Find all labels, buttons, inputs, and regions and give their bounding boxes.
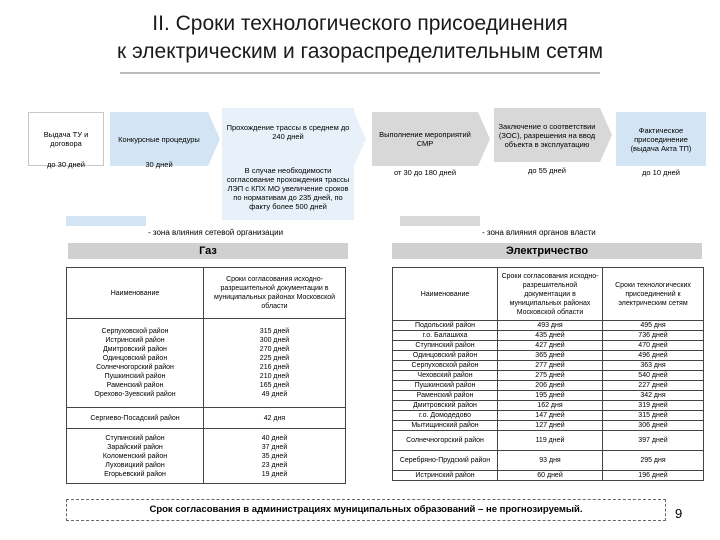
gas-term-value: 42 дня [204, 408, 346, 429]
electric-col-tp: Сроки технологических присоединений к электрическим сетям [603, 268, 704, 321]
electric-cell-name: Одинцовский район [393, 351, 498, 361]
electric-cell-name: Солнечногорский район [393, 431, 498, 451]
step-construction-label: Выполнение мероприятий СМР [379, 130, 471, 148]
electric-table-row [393, 421, 704, 431]
electric-cell-term: 127 дней [498, 421, 603, 431]
gas-district-name: Сергиево-Посадский район [67, 408, 204, 429]
electric-col-term: Сроки согласования исходно-разрешительной документации в муниципальных районах Московской области [498, 268, 603, 321]
step-construction-duration: от 30 до 180 дней [393, 168, 457, 177]
electric-cell-tp: 342 дня [603, 391, 704, 401]
electric-cell-tp: 295 дня [603, 451, 704, 471]
electric-cell-tp: 196 дней [603, 471, 704, 481]
slide-title [0, 10, 720, 66]
electric-table-row [393, 341, 704, 351]
gas-district-name: Коломенский район [102, 452, 168, 460]
legend-authority-text: - зона влияния органов власти [482, 228, 596, 237]
step-construction [372, 112, 478, 166]
gas-term-value: 300 дней [259, 337, 290, 344]
legend-network-text: - зона влияния сетевой организации [148, 228, 284, 237]
step-connection-duration: до 10 дней [642, 168, 680, 177]
gas-term-value: 23 дней [261, 461, 288, 469]
gas-table-header-row [67, 268, 346, 319]
gas-district-name: Егорьевский район [104, 470, 166, 478]
step-route-label: Прохождение трассы в среднем до 240 дней [226, 123, 350, 141]
electric-cell-term: 60 дней [498, 471, 603, 481]
electric-table-row [393, 381, 704, 391]
electric-cell-name: Ступинский район [393, 341, 498, 351]
step-permits-label: Заключение о соответствии (ЗОС), разрешения на ввод объекта в эксплуатацию [498, 121, 596, 149]
electric-cell-term: 206 дней [498, 381, 603, 391]
electric-table-row [393, 361, 704, 371]
electric-table-row [393, 431, 704, 451]
step-issue-tu [28, 112, 104, 166]
electric-table-row [393, 451, 704, 471]
gas-district-name: Дмитровский район [103, 346, 167, 353]
electric-table-row [393, 321, 704, 331]
electric-cell-term: 493 дня [498, 321, 603, 331]
electric-table-row [393, 411, 704, 421]
gas-col-name: Наименование [67, 268, 204, 319]
electric-cell-name: Серпуховской район [393, 361, 498, 371]
step-issue-tu-label: Выдача ТУ и договора [43, 130, 89, 148]
step-route [222, 108, 354, 156]
step-connection [616, 112, 706, 166]
electric-cell-term: 427 дней [498, 341, 603, 351]
step-permits-arrow [600, 108, 612, 162]
footer-note: Срок согласования в администрациях муниципальных образований – не прогнозируемый. [66, 499, 666, 521]
electric-cell-name: Истринский район [393, 471, 498, 481]
gas-district-name: Зарайский район [107, 443, 163, 451]
electric-cell-tp: 495 дня [603, 321, 704, 331]
electric-cell-tp: 496 дней [603, 351, 704, 361]
gas-group-1-names [67, 319, 204, 408]
gas-term-value: 37 дней [261, 443, 288, 451]
gas-district-name: Солнечногорский район [96, 364, 174, 371]
gas-group-row [67, 429, 346, 484]
gas-group-row [67, 319, 346, 408]
legend-network-swatch [66, 216, 146, 226]
title-divider [120, 72, 600, 74]
electric-cell-tp: 306 дней [603, 421, 704, 431]
slide-title-line1: II. Сроки технологического присоединения [152, 12, 568, 35]
electric-table-row [393, 471, 704, 481]
gas-term-value: 225 дней [259, 355, 290, 362]
step-issue-tu-duration: до 30 дней [47, 160, 85, 169]
step-tender-arrow [208, 112, 220, 166]
electric-header: Электричество [392, 243, 702, 259]
page-number: 9 [675, 506, 683, 521]
gas-district-name: Истринский район [105, 337, 165, 344]
electric-table-row [393, 371, 704, 381]
step-construction-arrow [478, 112, 490, 166]
electric-cell-term: 119 дней [498, 431, 603, 451]
electric-cell-term: 162 дня [498, 401, 603, 411]
electric-cell-term: 277 дней [498, 361, 603, 371]
gas-district-name: Ступинский район [105, 434, 165, 442]
gas-term-value: 40 дней [261, 434, 288, 442]
electric-cell-name: Раменский район [393, 391, 498, 401]
electric-cell-term: 365 дней [498, 351, 603, 361]
gas-group-row [67, 408, 346, 429]
gas-group-3-terms [204, 429, 346, 484]
gas-header: Газ [68, 243, 348, 259]
step-tender-label: Конкурсные процедуры [118, 134, 200, 144]
electric-table-row [393, 331, 704, 341]
gas-term-value: 49 дней [261, 391, 288, 398]
electric-table-row [393, 391, 704, 401]
electric-cell-name: Чеховский район [393, 371, 498, 381]
electric-col-name: Наименование [393, 268, 498, 321]
electric-cell-name: Дмитровский район [393, 401, 498, 411]
electric-cell-name: Серебряно-Прудский район [393, 451, 498, 471]
gas-term-value: 210 дней [259, 373, 290, 380]
electric-cell-term: 195 дней [498, 391, 603, 401]
gas-district-name: Одинцовский район [102, 355, 168, 362]
electric-cell-tp: 470 дней [603, 341, 704, 351]
step-permits [494, 108, 600, 162]
electric-cell-tp: 736 дней [603, 331, 704, 341]
electric-cell-term: 147 дней [498, 411, 603, 421]
step-route-detail [222, 156, 354, 220]
legend-authority-swatch [400, 216, 480, 226]
step-permits-duration: до 55 дней [528, 166, 566, 175]
gas-district-name: Луховицкий район [105, 461, 165, 469]
electric-cell-term: 275 дней [498, 371, 603, 381]
electric-cell-name: Пушкинский район [393, 381, 498, 391]
step-connection-label: Фактическое присоединение (выдача Акта ТП) [630, 125, 692, 153]
gas-term-value: 19 дней [261, 470, 288, 478]
gas-group-1-terms [204, 319, 346, 408]
electric-cell-tp: 319 дней [603, 401, 704, 411]
gas-group-3-names [67, 429, 204, 484]
electric-table-header-row [393, 268, 704, 321]
slide-title-line2: к электрическим и газораспределительным сетям [116, 40, 604, 63]
electric-table-row [393, 351, 704, 361]
gas-term-value: 165 дней [259, 382, 290, 389]
gas-district-name: Пушкинский район [104, 373, 166, 380]
step-tender [110, 112, 208, 166]
electric-table-body [393, 321, 704, 481]
electric-cell-tp: 227 дней [603, 381, 704, 391]
gas-district-name: Серпуховской район [101, 328, 169, 335]
electric-cell-name: Мытищинский район [393, 421, 498, 431]
step-tender-duration: 30 дней [145, 160, 173, 169]
electric-cell-tp: 540 дней [603, 371, 704, 381]
electric-table [392, 267, 704, 481]
gas-district-name: Орехово-Зуевский район [94, 391, 176, 398]
electric-cell-tp: 315 дней [603, 411, 704, 421]
electric-cell-term: 435 дней [498, 331, 603, 341]
electric-cell-tp: 363 дня [603, 361, 704, 371]
gas-district-name: Раменский район [106, 382, 164, 389]
step-route-duration: В случае необходимости согласование прохождения трассы ЛЭП с КПХ МО увеличение сроков по нормативам до 235 дней, по факту более 500 дней [226, 165, 350, 211]
gas-term-value: 216 дней [259, 364, 290, 371]
gas-table [66, 267, 346, 484]
electric-cell-name: г.о. Домодедово [393, 411, 498, 421]
electric-table-row [393, 401, 704, 411]
gas-term-value: 35 дней [261, 452, 288, 460]
gas-term-value: 315 дней [259, 328, 290, 335]
electric-cell-name: Подольский район [393, 321, 498, 331]
step-route-arrow [354, 112, 366, 166]
gas-col-term: Сроки согласования исходно-разрешительной документации в муниципальных районах Московской области [204, 268, 346, 319]
gas-term-value: 270 дней [259, 346, 290, 353]
electric-cell-tp: 397 дней [603, 431, 704, 451]
electric-cell-name: г.о. Балашиха [393, 331, 498, 341]
electric-cell-term: 93 дня [498, 451, 603, 471]
